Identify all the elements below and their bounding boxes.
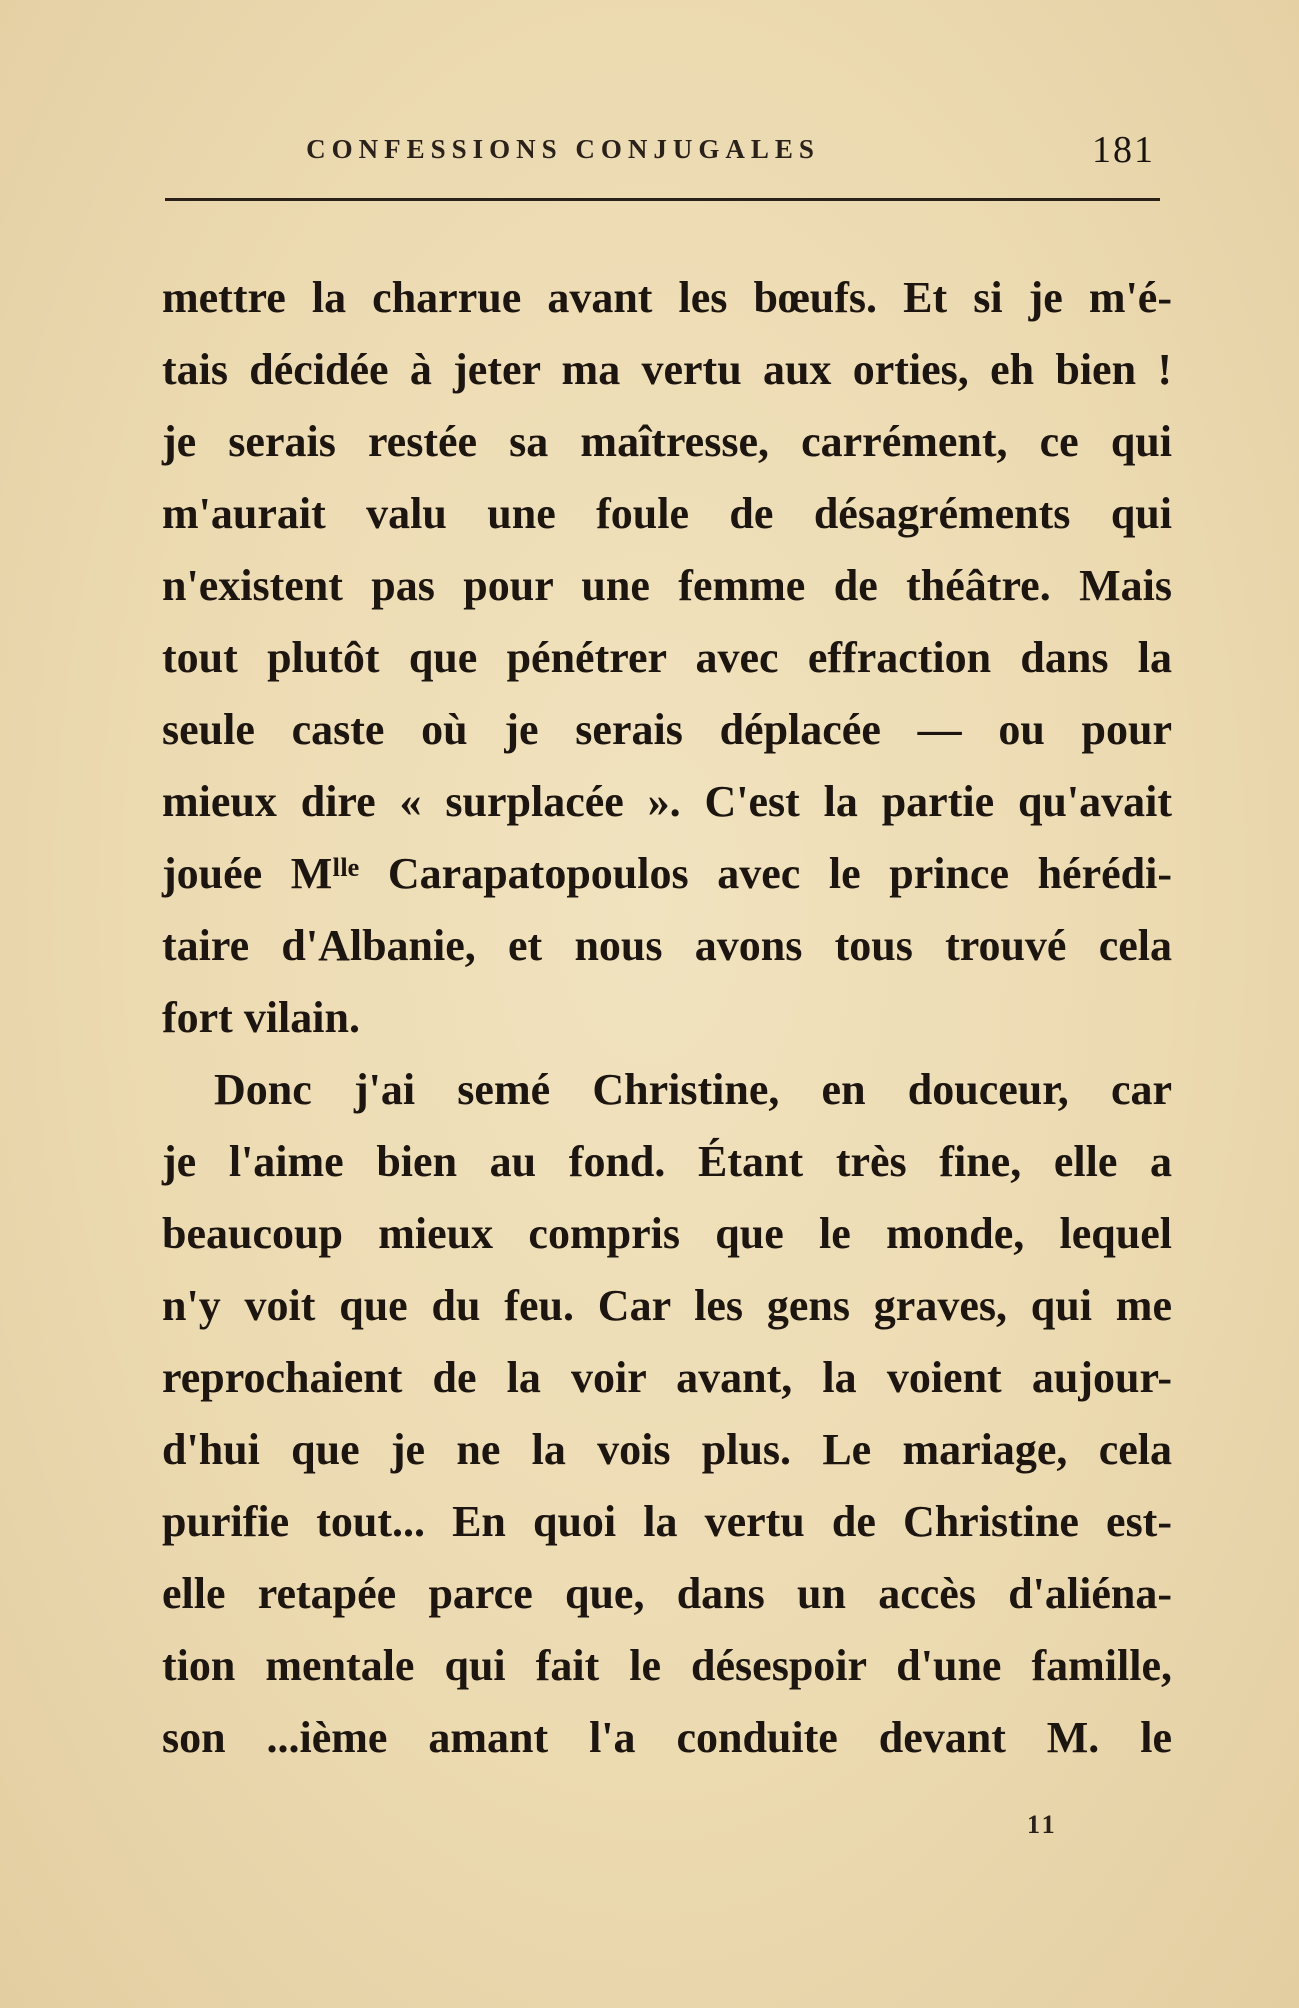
text-line: d'hui que je ne la vois plus. Le mariage, cela <box>162 1425 1172 1474</box>
text-line: tout plutôt que pénétrer avec effraction dans la <box>162 633 1172 682</box>
text-line: n'y voit que du feu. Car les gens graves, qui me <box>162 1281 1172 1330</box>
signature-mark: 11 <box>1027 1810 1058 1839</box>
text-line: reprochaient de la voir avant, la voient aujour- <box>162 1353 1172 1402</box>
header-rule <box>165 198 1160 201</box>
text-line: n'existent pas pour une femme de théâtre. Mais <box>162 561 1172 610</box>
running-head <box>163 128 1163 178</box>
body-text <box>162 262 1172 1774</box>
text-line: Donc j'ai semé Christine, en douceur, car <box>214 1065 1172 1114</box>
text-line: elle retapée parce que, dans un accès d'aliéna- <box>162 1569 1172 1618</box>
text-line: tion mentale qui fait le désespoir d'une famille, <box>162 1641 1172 1690</box>
text-line: purifie tout... En quoi la vertu de Christine est- <box>162 1497 1172 1546</box>
text-line: beaucoup mieux compris que le monde, lequel <box>162 1209 1172 1258</box>
text-line: taire d'Albanie, et nous avons tous trouvé cela <box>162 921 1172 970</box>
text-line: son ...ième amant l'a conduite devant M. le <box>162 1713 1172 1762</box>
running-title: CONFESSIONS CONJUGALES <box>306 134 820 164</box>
text-line: je serais restée sa maîtresse, carrément, ce qui <box>162 417 1172 466</box>
text-line: mieux dire « surplacée ». C'est la partie qu'avait <box>162 777 1172 826</box>
text-line: tais décidée à jeter ma vertu aux orties, eh bien ! <box>162 345 1172 394</box>
text-line: je l'aime bien au fond. Étant très fine, elle a <box>162 1137 1172 1186</box>
text-line: m'aurait valu une foule de désagréments qui <box>162 489 1172 538</box>
text-line: jouée Mˡˡᵉ Carapatopoulos avec le prince hérédi- <box>162 849 1172 898</box>
page-number: 181 <box>1092 129 1155 171</box>
text-line: seule caste où je serais déplacée — ou pour <box>162 705 1172 754</box>
text-line: fort vilain. <box>162 993 360 1042</box>
text-line: mettre la charrue avant les bœufs. Et si je m'é- <box>162 273 1172 322</box>
